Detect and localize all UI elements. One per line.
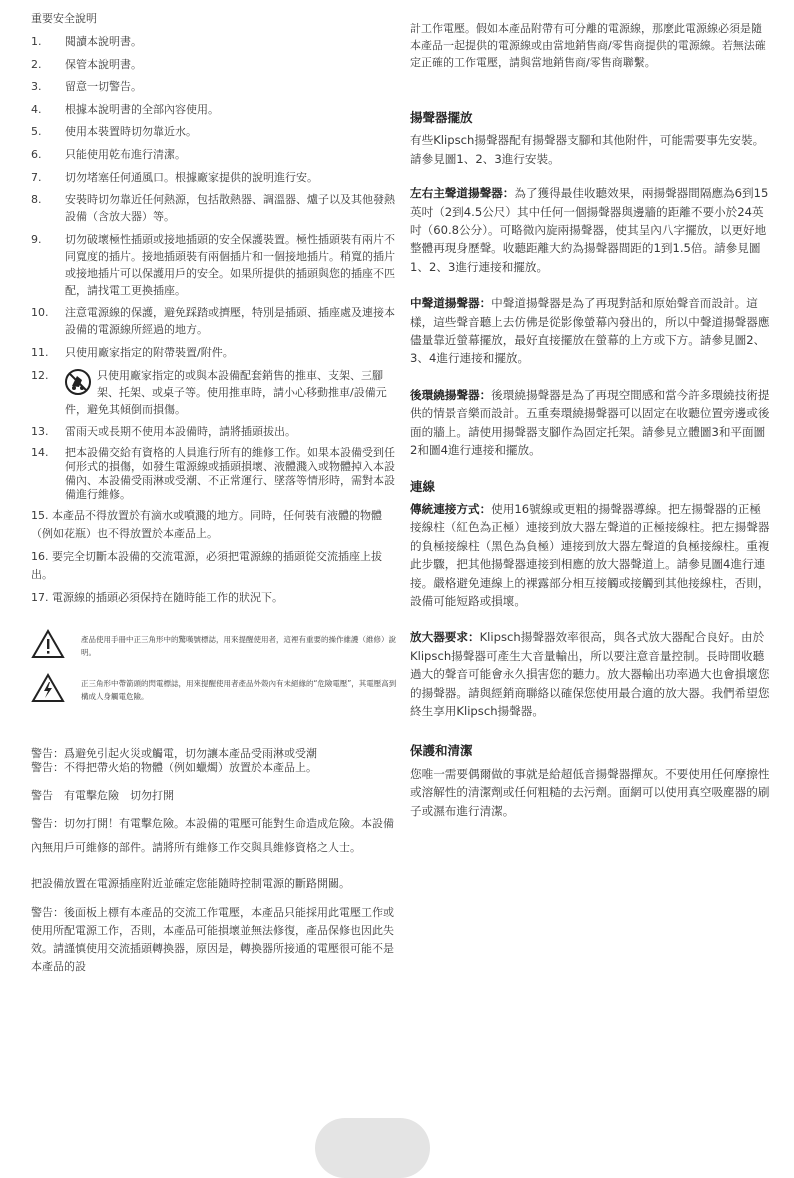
safety-item: 12. 只使用廠家指定的或與本設備配套銷售的推車、支架、三腳架、托架、或桌子等。使用推車時，請小心移動推車/設備元件，避免其傾倒而損傷。 [31, 368, 387, 416]
center-speaker-text: 中聲道揚聲器：中聲道揚聲器是為了再現對話和原始聲音而設計。這樣，這些聲音聽上去仿佛是從影像螢幕內發出的，所以中聲道揚聲器應儘量靠近螢幕擺放，最好直接擺放在螢幕的上方或下方。請參見圖2、3、4進行連接和擺放。 [410, 296, 770, 366]
safety-item: 6. 只能使用乾布進行清潔。 [31, 147, 186, 161]
surround-speakers-section [410, 386, 772, 460]
safety-item: 5. 使用本裝置時切勿靠近水。 [31, 125, 197, 139]
item-15: 15. 本產品不得放置於有滴水或噴濺的地方。同時，任何裝有液體的物體（例如花瓶）也不得放置於本產品上。 [31, 509, 382, 541]
front-speakers-section [410, 184, 772, 276]
safety-heading: 重要安全說明 [31, 12, 97, 25]
symbol-lightning-text: 正三角形中帶箭頭的閃電標誌，用來提醒使用者產品外殼內有未絕緣的“危險電壓”，其電壓高到構成人身觸電危險。 [81, 679, 397, 702]
amplifier-text: 放大器要求：Klipsch揚聲器效率很高，與各式放大器配合良好。由於Klipsch揚聲器可產生大音量輸出，所以要注意音量控制。長時間收聽過大的聲音可能會永久損害您的聽力。放大器輸出功率過大也會損壞您的揚聲器。請與經銷商聯絡以確保您使用最合適的放大器。我們希望您終生享用Klipsch揚聲器。 [410, 630, 770, 718]
safety-item: 13. 雷雨天或長期不使用本設備時，請將插頭拔出。 [31, 425, 296, 439]
center-speaker-lead: 中聲道揚聲器： [410, 296, 492, 311]
continuation-section [410, 20, 772, 71]
warning-line: 警告 有電擊危險 切勿打開 [31, 789, 174, 803]
extra-safety [31, 507, 399, 607]
front-speakers-text: 左右主聲道揚聲器：為了獲得最佳收聽效果，兩揚聲器間隔應為6到15英吋（2到4.5公尺）其中任何一個揚聲器與邊牆的距離不要小於24英吋（60.8公分）。可略微內旋兩揚聲器，使其呈內八字擺放，以更好地整體再現身歷聲。收聽距離大約為揚聲器間距的1到1.5倍。請參見圖1、2、3進行連接和擺放。 [410, 186, 769, 274]
safety-item: 1. 閱讀本說明書。 [31, 35, 142, 48]
safety-item: 10. 注意電源線的保護，避免踩踏或擠壓，特別是插頭、插座處及連接本設備的電源線所經過的地方。 [31, 306, 395, 337]
symbol-legend [31, 629, 399, 707]
exclamation-triangle-icon [31, 629, 81, 663]
placement-title: 揚聲器擺放 [410, 110, 473, 125]
item-17: 17. 電源線的插頭必須保持在隨時能工作的狀況下。 [31, 591, 283, 605]
placement-text: 有些Klipsch揚聲器配有揚聲器支腳和其他附件，可能需要事先安裝。請參見圖1、2、3進行安裝。 [410, 133, 765, 166]
safety-item: 14. 把本設備交給有資格的人員進行所有的維修工作。如果本設備受到任何形式的損傷，如發生電源線或插頭損壞、液體濺入或物體掉入本設備內、本設備受雨淋或受潮、不正常運行、墜落等情形時，需對本設備進行維修。 [31, 445, 395, 501]
connection-title: 連線 [410, 478, 436, 494]
safety-list [31, 33, 399, 502]
warning-paragraph: 警告：後面板上標有本產品的交流工作電壓，本產品只能採用此電壓工作或使用所配電源工作，否則，本產品可能損壞並無法修復，產品保修也因此失效。請謹慎使用交流插頭轉換器，原因是，轉換器所接通的電壓很可能不是本產品的設 [31, 906, 394, 974]
symbol-row [31, 673, 399, 707]
lightning-triangle-icon [31, 673, 81, 707]
surround-speakers-lead: 後環繞揚聲器： [410, 387, 492, 402]
symbol-row [31, 629, 399, 663]
amplifier-lead: 放大器要求： [410, 630, 480, 645]
page-tab [315, 1118, 430, 1178]
safety-item: 9. 切勿破壞極性插頭或接地插頭的安全保護裝置。極性插頭裝有兩片不同寬度的插片。接地插頭裝有兩個插片和一個接地插片。稍寬的插片或接地插片可以保護用戶的安全。如果所提供的插頭與您的插座不匹配，請找電工更換插座。 [31, 232, 395, 297]
safety-item: 2. 保管本說明書。 [31, 57, 142, 71]
placement-note: 把設備放置在電源插座附近並確定您能隨時控制電源的斷路開關。 [31, 877, 350, 891]
speaker-column [410, 20, 772, 820]
amplifier-section [410, 628, 772, 720]
safety-column [31, 10, 399, 984]
warning-line: 警告：不得把帶火焰的物體（例如蠟燭）放置於本產品上。 [31, 761, 317, 775]
placement-section [410, 109, 772, 168]
safety-item: 8. 安裝時切勿靠近任何熱源，包括散熱器、調溫器、爐子以及其他發熱設備（含放大器）等。 [31, 193, 395, 224]
warnings [31, 747, 399, 976]
safety-item: 11. 只使用廠家指定的附帶裝置/附件。 [31, 345, 234, 359]
connection-text: 傳統連接方式：使用16號線或更粗的揚聲器導線。把左揚聲器的正極接線柱（紅色為正極）連接到放大器左聲道的正極接線柱。把左揚聲器的負極接線柱（黑色為負極）連接到放大器左聲道的負極接線柱。重複此步驟，把其他揚聲器連接到相應的放大器聲道上。請參見圖4進行連接。嚴格避免連線上的裸露部分相互接觸或接觸到其他接線柱，否則，設備可能短路或損壞。 [410, 501, 770, 608]
connection-lead: 傳統連接方式： [410, 501, 492, 516]
item-16: 16. 要完全切斷本設備的交流電源，必須把電源線的插頭從交流插座上拔出。 [31, 550, 382, 582]
safety-item: 7. 切勿堵塞任何通風口。根據廠家提供的說明進行安。 [31, 170, 318, 184]
warning-paragraph: 警告：切勿打開！有電擊危險。本設備的電壓可能對生命造成危險。本設備內無用戶可維修的部件。請將所有維修工作交與具維修資格之人士。 [31, 817, 394, 855]
front-speakers-lead: 左右主聲道揚聲器： [410, 186, 515, 201]
care-title: 保護和清潔 [410, 743, 473, 759]
surround-speakers-text: 後環繞揚聲器：後環繞揚聲器是為了再現空間感和當今許多環繞技術提供的情景音樂而設計。五重奏環繞揚聲器可以固定在收聽位置旁邊或後面的牆上。請使用揚聲器支腳作為固定托架。請參見立體圖3和平面圖2和圖4進行連接和擺放。 [410, 387, 770, 458]
warning-line: 警告：爲避免引起火災或觸電，切勿讓本產品受雨淋或受潮 [31, 747, 317, 761]
center-speaker-section [410, 294, 772, 368]
continuation-text: 計工作電壓。假如本產品附帶有可分離的電源線，那麼此電源線必須是隨本產品一起提供的電源線或由當地銷售商/零售商提供的電源線。若無法確定正確的工作電壓，請與當地銷售商/零售商聯繫。 [410, 22, 766, 69]
safety-item: 4. 根據本說明書的全部內容使用。 [31, 102, 219, 116]
care-section [410, 742, 772, 820]
safety-item: 3. 留意一切警告。 [31, 80, 142, 94]
care-text: 您唯一需要偶爾做的事就是給超低音揚聲器撣灰。不要使用任何摩擦性或溶解性的清潔劑或任何粗糙的去污劑。面網可以使用真空吸塵器的刷子或濕布進行清潔。 [410, 766, 770, 818]
cart-tip-icon [65, 369, 91, 400]
connection-section [410, 478, 772, 611]
symbol-exclamation-text: 產品使用手冊中正三角形中的驚嘆號標誌，用來提醒使用者，這裡有重要的操作維護（維修）說明。 [81, 635, 396, 658]
